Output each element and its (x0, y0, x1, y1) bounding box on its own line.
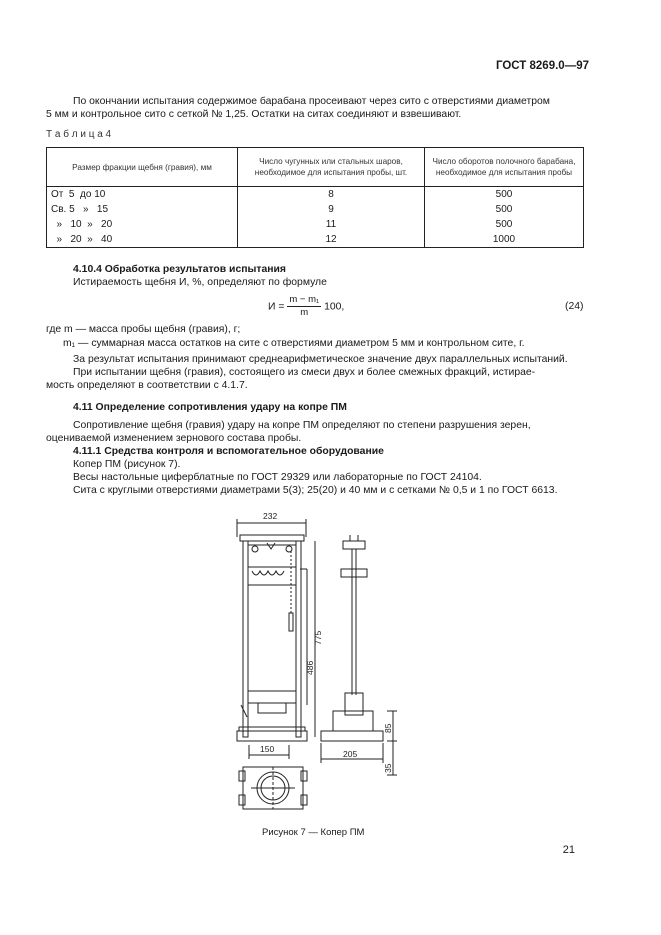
table-row (47, 217, 584, 232)
hook-detail (252, 571, 284, 575)
table-label: Т а б л и ц а 4 (46, 129, 112, 140)
table-cell: » 20 » 40 (47, 232, 238, 248)
table-row (47, 202, 584, 217)
dim-side-width: 205 (343, 749, 358, 759)
table-row (47, 187, 584, 203)
intro-line-2: 5 мм и контрольное сито с сеткой № 1,25. Остатки на ситах соединяют и взвешивают. (46, 109, 462, 120)
side-body (333, 711, 373, 731)
equipment-item-1: Копер ПМ (рисунок 7). (73, 459, 181, 470)
top-plate (240, 535, 304, 541)
table-cell: От 5 до 10 (47, 187, 238, 203)
section-4-10-4-text: Истираемость щебня И, %, определяют по формуле (73, 277, 327, 288)
table-cell: 500 (425, 202, 584, 217)
table-row (47, 232, 584, 248)
section-4-11-line-2: оцениваемой изменением зернового состава пробы. (46, 433, 302, 444)
dim-total-height: 775 (313, 630, 323, 645)
side-top-cap (343, 541, 365, 549)
formula-24 (268, 294, 344, 319)
dim-side-h1: 85 (383, 723, 393, 733)
table-header-cell: Число оборотов полочного барабана, необходимое для испытания пробы (425, 148, 584, 187)
formula-denominator: m (300, 307, 309, 318)
table-cell: » 10 » 20 (47, 217, 238, 232)
table-cell: 1000 (425, 232, 584, 248)
where-m: где m — масса пробы щебня (гравия), г; (46, 324, 241, 335)
formula-numerator: m − m₁ (289, 294, 320, 305)
table-4 (46, 147, 584, 248)
table-cell: 500 (425, 187, 584, 203)
section-4-10-4-title: 4.10.4 Обработка результатов испытания (73, 264, 286, 275)
dim-drop-height: 486 (305, 660, 315, 675)
equipment-item-2: Весы настольные циферблатные по ГОСТ 29329 или лабораторные по ГОСТ 24104. (73, 472, 482, 483)
page-number: 21 (562, 844, 575, 856)
table-cell: Св. 5 » 15 (47, 202, 238, 217)
formula-fraction (287, 294, 321, 319)
section-4-11-1-title: 4.11.1 Средства контроля и вспомогательное оборудование (73, 446, 384, 457)
formula-lhs: И = (268, 301, 285, 313)
table-cell: 500 (425, 217, 584, 232)
intro-line-1: По окончании испытания содержимое барабана просеивают через сито с отверстиями диаметром (73, 96, 550, 107)
table-cell: 9 (238, 202, 425, 217)
formula-tail: 100, (324, 301, 345, 313)
dim-side-h2: 35 (383, 763, 393, 773)
standard-header: ГОСТ 8269.0—97 (495, 60, 589, 72)
equipment-item-3: Сита с круглыми отверстиями диаметрами 5(3); 25(20) и 40 мм и с сетками № 0,5 и 1 по ГОСТ 6613. (73, 485, 558, 496)
dim-width-top: 232 (263, 511, 278, 521)
table-cell: 11 (238, 217, 425, 232)
table-cell: 12 (238, 232, 425, 248)
mixture-line-2: мость определяют в соответствии с 4.1.7. (46, 380, 248, 391)
formula-number: (24) (565, 301, 584, 312)
table-header-cell: Число чугунных или стальных шаров, необходимое для испытания пробы, шт. (238, 148, 425, 187)
section-4-11-line-1: Сопротивление щебня (гравия) удару на копре ПМ определяют по степени разрушения зерен, (73, 420, 531, 431)
result-text: За результат испытания принимают среднеарифметическое значение двух параллельных испытаний. (73, 354, 568, 365)
drop-weight (248, 691, 296, 703)
dim-base-width: 150 (260, 744, 275, 754)
pm-impact-tester-drawing (225, 505, 425, 820)
table-cell: 8 (238, 187, 425, 203)
section-4-11-title: 4.11 Определение сопротивления удару на копре ПМ (73, 402, 347, 413)
figure-caption: Рисунок 7 — Копер ПМ (262, 827, 365, 838)
side-base (321, 731, 383, 741)
table-header-cell: Размер фракции щебня (гравия), мм (47, 148, 238, 187)
table-header-row (47, 148, 584, 187)
where-m1: m₁ — суммарная масса остатков на сите с отверстиями диаметром 5 мм и контрольном сите, г. (63, 338, 525, 349)
mixture-line-1: При испытании щебня (гравия), состоящего из смеси двух и более смежных фракций, истирае- (73, 367, 536, 378)
